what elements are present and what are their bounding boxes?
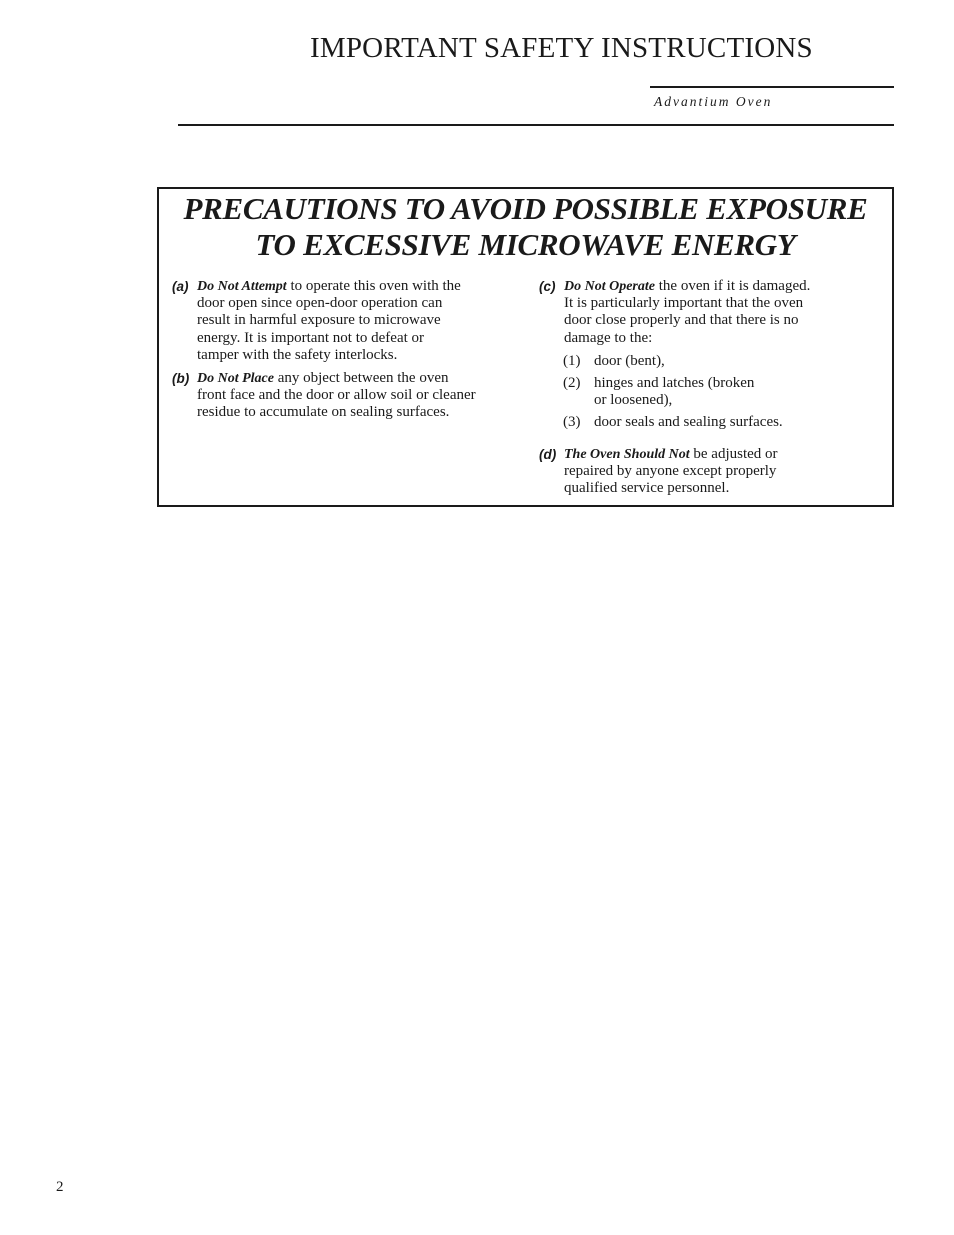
item-lead: Do Not Operate	[564, 279, 655, 294]
item-marker: (b)	[172, 371, 190, 386]
precautions-title-line-1: PRECAUTIONS TO AVOID POSSIBLE EXPOSURE	[183, 191, 868, 226]
item-line	[197, 278, 527, 295]
item-text: any object between the oven	[273, 370, 449, 386]
subitem-line: or loosened),	[594, 392, 673, 409]
item-line: tamper with the safety interlocks.	[197, 346, 398, 363]
page-subtitle: Advantium Oven	[654, 94, 773, 109]
item-line: result in harmful exposure to microwave	[197, 312, 441, 329]
item-line	[564, 278, 884, 295]
item-line: repaired by anyone except properly	[564, 463, 777, 480]
header-rule-long	[178, 124, 894, 126]
item-line: qualified service personnel.	[564, 480, 730, 497]
item-line: damage to the:	[564, 329, 653, 346]
item-line: It is particularly important that the oven	[564, 295, 804, 312]
item-body	[564, 278, 884, 347]
item-body	[564, 446, 884, 498]
subitem-text	[594, 414, 783, 431]
subitem-number: (1)	[563, 353, 581, 369]
subitem-line: hinges and latches (broken	[594, 375, 755, 391]
precautions-title	[159, 191, 892, 263]
page-title: IMPORTANT SAFETY INSTRUCTIONS	[310, 32, 813, 64]
item-line: door close properly and that there is no	[564, 312, 799, 329]
item-line: residue to accumulate on sealing surfaces.	[197, 404, 450, 421]
precautions-title-line-2: TO EXCESSIVE MICROWAVE ENERGY	[255, 227, 796, 262]
item-text: be adjusted or	[689, 446, 778, 462]
subitem-number: (3)	[563, 414, 581, 430]
item-lead: The Oven Should Not	[564, 447, 690, 462]
item-line	[197, 370, 532, 387]
precautions-box	[157, 187, 894, 507]
item-marker: (d)	[539, 447, 557, 462]
item-line: front face and the door or allow soil or cleaner	[197, 387, 476, 404]
item-body	[197, 370, 532, 422]
item-lead: Do Not Place	[197, 371, 274, 386]
page-number: 2	[56, 1179, 64, 1195]
subitem-text	[594, 353, 665, 370]
subitem-text	[594, 375, 754, 409]
header-rule-short	[650, 86, 894, 88]
item-text: the oven if it is damaged.	[655, 278, 811, 294]
item-line: door open since open-door operation can	[197, 295, 443, 312]
item-line	[564, 446, 884, 463]
item-lead: Do Not Attempt	[197, 279, 287, 294]
item-line: energy. It is important not to defeat or	[197, 329, 425, 346]
item-marker: (a)	[172, 279, 189, 294]
subitem-line: door (bent),	[594, 353, 665, 369]
item-body	[197, 278, 527, 364]
subitem-line: door seals and sealing surfaces.	[594, 414, 783, 430]
item-marker: (c)	[539, 279, 556, 294]
item-text: to operate this oven with the	[286, 278, 461, 294]
subitem-number: (2)	[563, 375, 581, 391]
